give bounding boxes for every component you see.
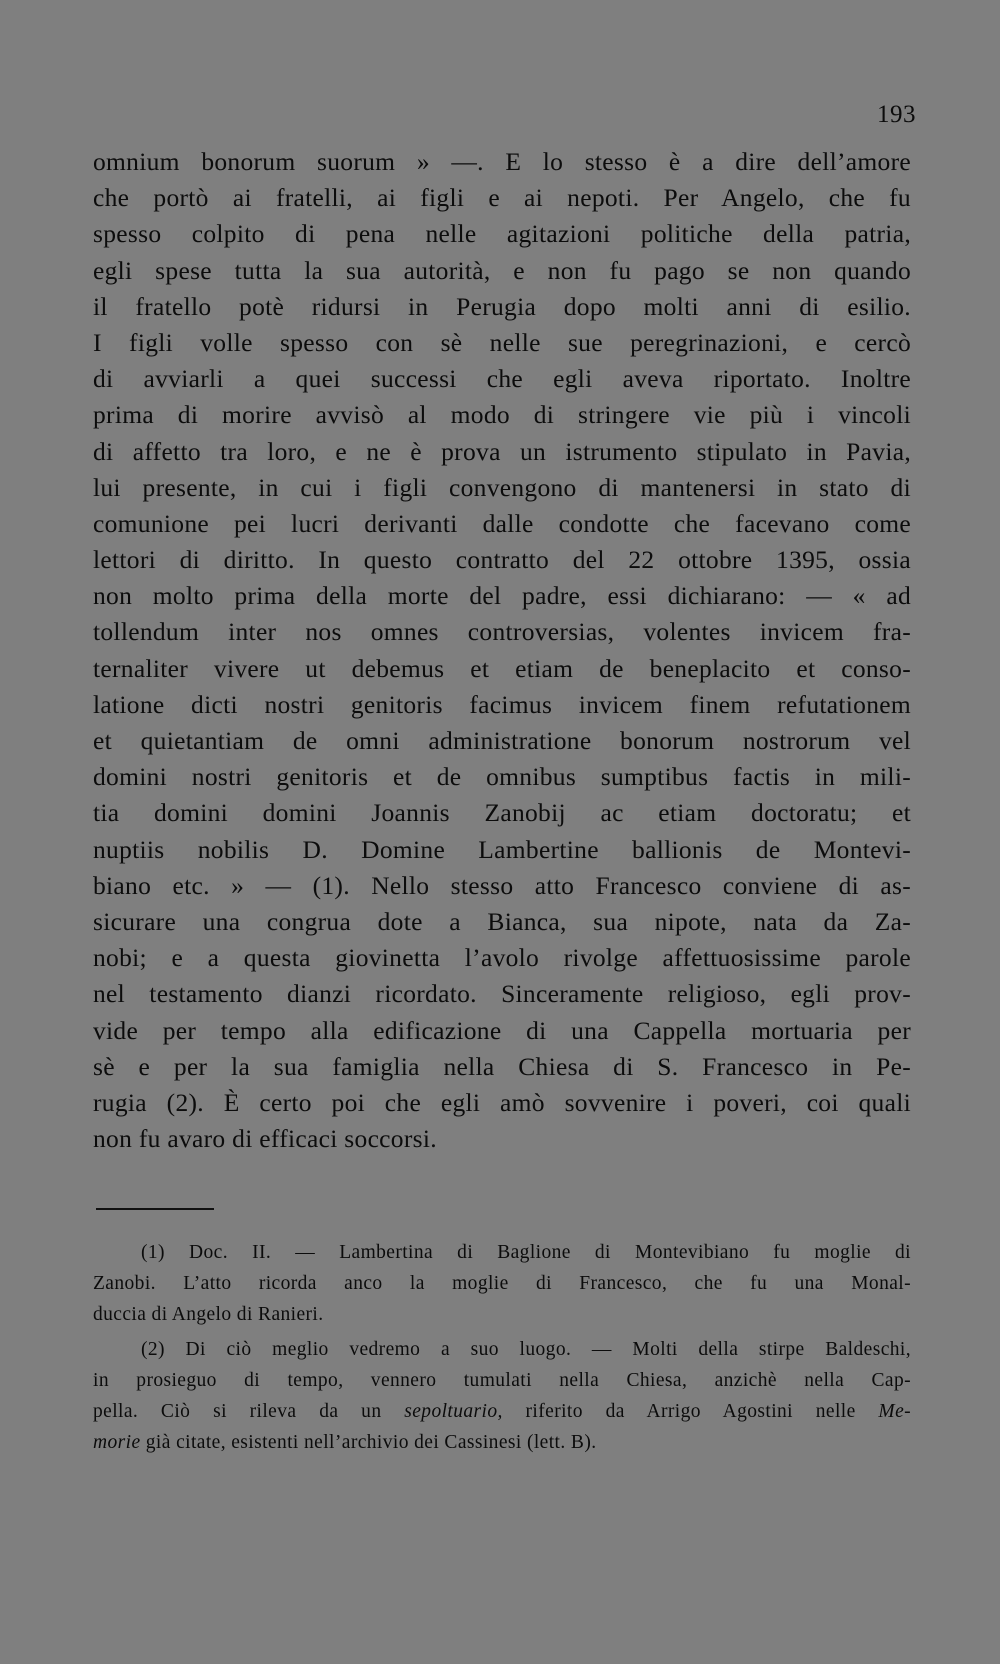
- body-line: comunione pei lucri derivanti dalle condotte che facevano come: [93, 508, 911, 538]
- body-line: biano etc. » — (1). Nello stesso atto Francesco conviene di as-: [93, 870, 911, 900]
- body-line: prima di morire avvisò al modo di stringere vie più i vincoli: [93, 400, 911, 430]
- footnote-divider: [96, 1208, 214, 1210]
- footnote-line: (1) Doc. II. — Lambertina di Baglione di Montevibiano fu moglie di: [141, 1242, 911, 1263]
- footnote-italic-text: Me-: [878, 1401, 912, 1422]
- body-line: nel testamento dianzi ricordato. Sinceramente religioso, egli prov-: [93, 979, 911, 1009]
- footnote-italic-text: sepoltuario,: [404, 1401, 503, 1422]
- body-line: omnium bonorum suorum » —. E lo stesso è a dire dell’amore: [93, 147, 911, 176]
- footnote-1: [93, 1237, 911, 1330]
- footnote-line: in prosieguo di tempo, vennero tumulati nella Chiesa, anzichè nella Cap-: [93, 1370, 911, 1391]
- body-line: latione dicti nostri genitoris facimus invicem finem refutationem: [93, 689, 911, 719]
- body-line: di affetto tra loro, e ne è prova un istrumento stipulato in Pavia,: [93, 436, 911, 466]
- body-line: rugia (2). È certo poi che egli amò sovvenire i poveri, coi quali: [93, 1087, 911, 1117]
- body-line: et quietantiam de omni administratione bonorum nostrorum vel: [93, 726, 911, 755]
- body-line: lui presente, in cui i figli convengono di mantenersi in stato di: [93, 472, 911, 502]
- footnote-italic-text: morie: [93, 1432, 141, 1453]
- body-text: [93, 144, 911, 1157]
- body-line: egli spese tutta la sua autorità, e non fu pago se non quando: [93, 255, 911, 285]
- body-line: domini nostri genitoris et de omnibus sumptibus factis in mili-: [93, 762, 911, 792]
- body-line: sè e per la sua famiglia nella Chiesa di S. Francesco in Pe-: [93, 1051, 911, 1081]
- footnotes: [93, 1237, 911, 1458]
- footnote-line: [93, 1427, 911, 1458]
- body-line: sicurare una congrua dote a Bianca, sua nipote, nata da Za-: [93, 906, 911, 936]
- footnote-text: pella. Ciò si rileva da un: [93, 1401, 405, 1422]
- body-line: non fu avaro di efficaci soccorsi.: [93, 1124, 437, 1154]
- body-line: tollendum inter nos omnes controversias, volentes invicem fra-: [93, 617, 911, 647]
- page-number: 193: [877, 101, 916, 128]
- body-line: spesso colpito di pena nelle agitazioni politiche della patria,: [93, 219, 911, 249]
- body-line: vide per tempo alla edificazione di una Cappella mortuaria per: [93, 1015, 911, 1045]
- footnote-text: già citate, esistenti nell’archivio dei Cassinesi (lett. B).: [140, 1432, 597, 1453]
- footnote-line: [93, 1396, 911, 1427]
- body-line: che portò ai fratelli, ai figli e ai nepoti. Per Angelo, che fu: [93, 183, 911, 213]
- footnote-line: (2) Di ciò meglio vedremo a suo luogo. — Molti della stirpe Baldeschi,: [141, 1339, 911, 1360]
- body-line: non molto prima della morte del padre, essi dichiarano: — « ad: [93, 581, 911, 611]
- footnote-line: duccia di Angelo di Ranieri.: [93, 1304, 324, 1325]
- body-line: tia domini domini Joannis Zanobij ac etiam doctoratu; et: [93, 798, 911, 828]
- body-line: ternaliter vivere ut debemus et etiam de beneplacito et conso-: [93, 653, 911, 683]
- body-line: di avviarli a quei successi che egli aveva riportato. Inoltre: [93, 364, 911, 394]
- body-line: il fratello potè ridursi in Perugia dopo molti anni di esilio.: [93, 291, 911, 321]
- body-line: nobi; e a questa giovinetta l’avolo rivolge affettuosissime parole: [93, 943, 911, 973]
- body-line: lettori di diritto. In questo contratto del 22 ottobre 1395, ossia: [93, 545, 911, 575]
- footnote-text: riferito da Arrigo Agostini nelle: [502, 1401, 879, 1422]
- footnote-2: [93, 1334, 911, 1458]
- footnote-line: Zanobi. L’atto ricorda anco la moglie di Francesco, che fu una Monal-: [93, 1273, 911, 1294]
- body-line: I figli volle spesso con sè nelle sue peregrinazioni, e cercò: [93, 327, 911, 357]
- body-line: nuptiis nobilis D. Domine Lambertine ballionis de Montevi-: [93, 834, 911, 864]
